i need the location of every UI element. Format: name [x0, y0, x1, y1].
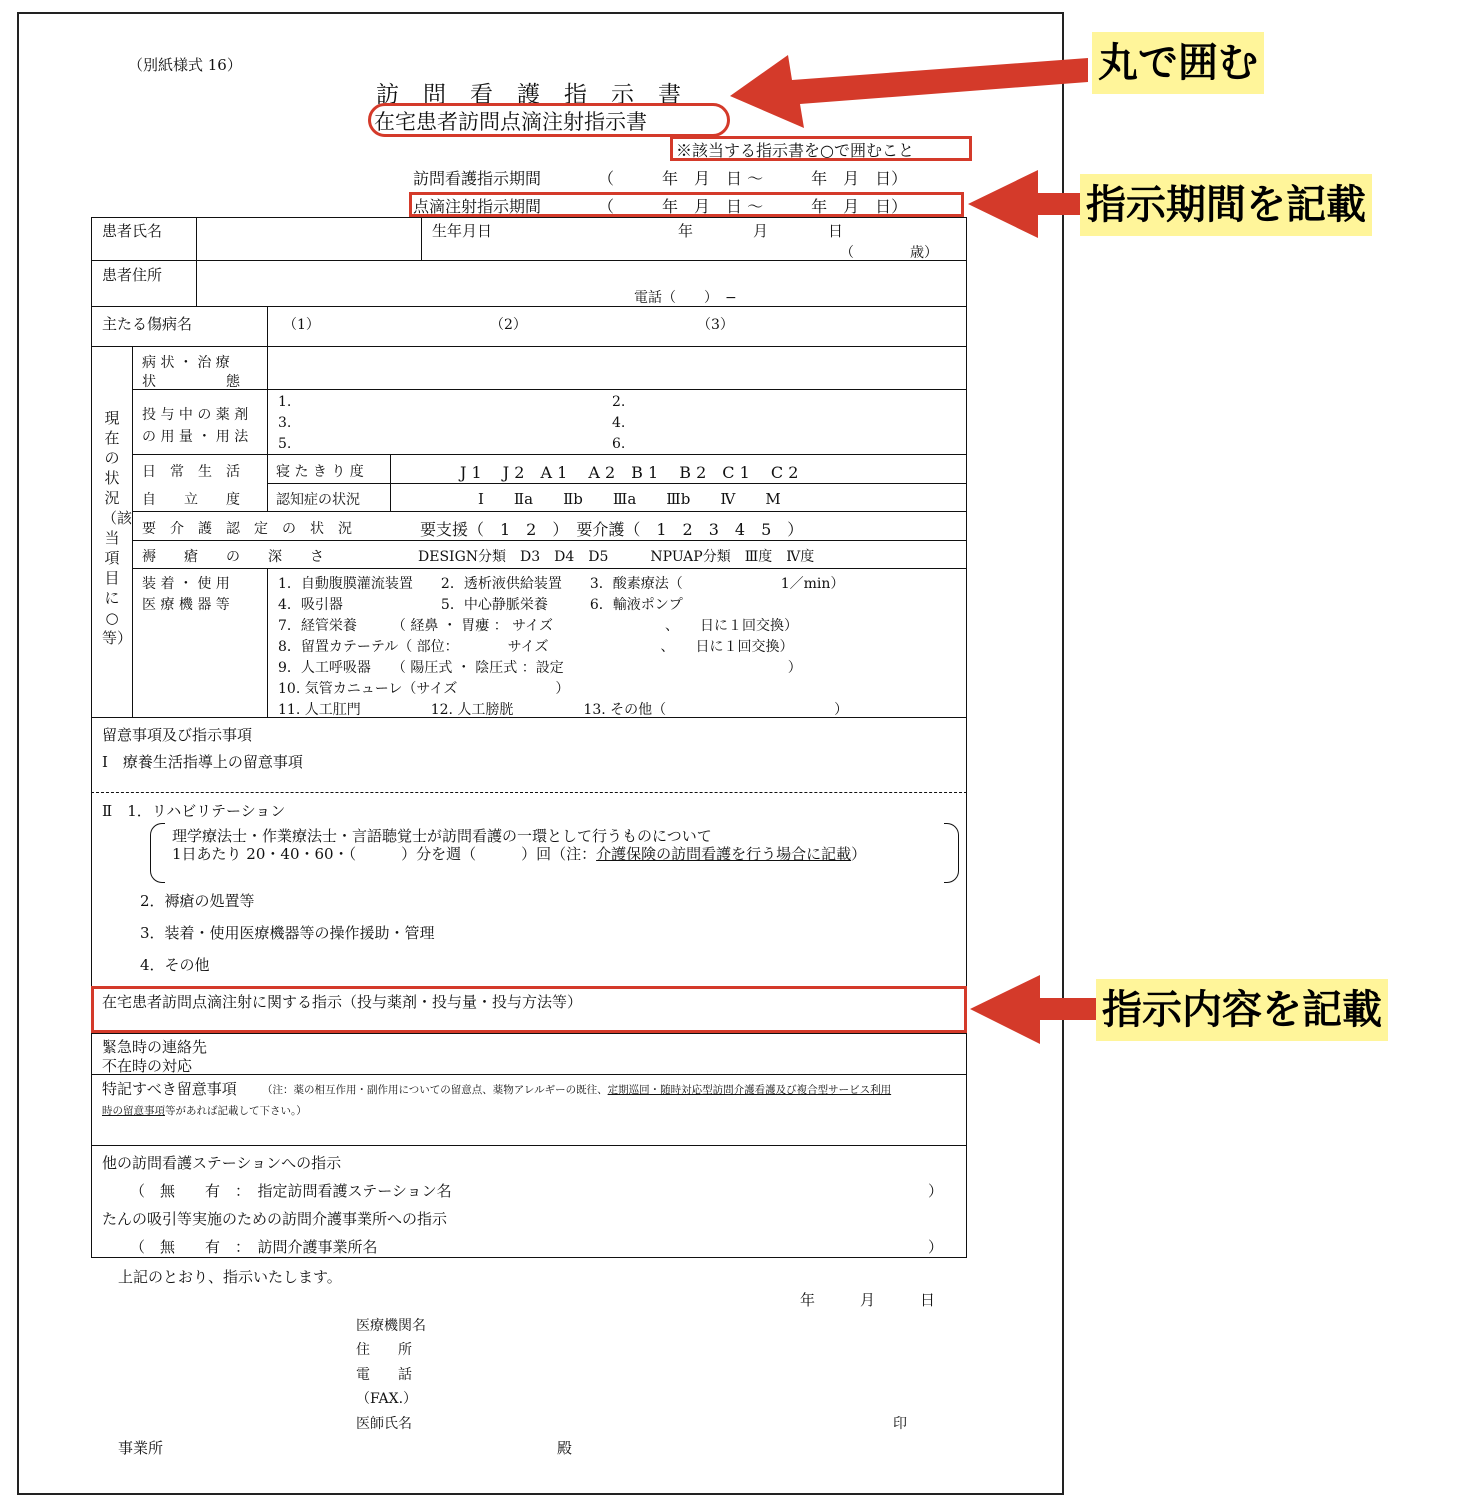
notes-item-2: 2．褥瘡の処置等 — [140, 892, 255, 910]
device-row-4: 8．留置カテーテル（ 部位： サイズ 、 日に１回交換） — [278, 639, 794, 655]
form-number: （別紙様式 16） — [128, 56, 242, 74]
device-row-6: 10. 気管カニューレ（サイズ ） — [278, 681, 570, 697]
circle-note: ※該当する指示書を○で囲むこと — [676, 141, 914, 160]
fax-label: （FAX.） — [356, 1391, 418, 1407]
closing-statement: 上記のとおり、指示いたします。 — [118, 1268, 342, 1286]
iv-instruction-label: 在宅患者訪問点滴注射に関する指示（投与薬剤・投与量・投与方法等） — [102, 993, 583, 1011]
condition-label-b: 状 態 — [142, 374, 240, 390]
institution-label: 医療機関名 — [356, 1318, 426, 1334]
address-label: 住 所 — [356, 1342, 412, 1358]
suction-close: ） — [928, 1238, 944, 1256]
med-5: 5. — [278, 436, 292, 452]
notes-section-II: Ⅱ 1．リハビリテーション — [102, 802, 286, 820]
notes-section-I: Ⅰ 療養生活指導上の留意事項 — [102, 753, 303, 771]
device-row-3: 7．経管栄養 （ 経鼻 ・ 胃瘻 ： サイズ 、 日に１回交換） — [278, 618, 799, 634]
med-2: 2. — [612, 394, 626, 410]
med-6: 6. — [612, 436, 626, 452]
tel-label: 電 話 — [356, 1367, 412, 1383]
device-row-5: 9．人工呼吸器 （ 陽圧式 ・ 陰圧式 ：設定 ） — [278, 660, 802, 676]
device-row-1: 1．自動腹膜灌流装置 2．透析液供給装置 3．酸素療法（ 1／min） — [278, 576, 845, 592]
notes-item-3: 3．装着・使用医療機器等の操作援助・管理 — [140, 924, 435, 942]
disease-1: （1） — [283, 317, 320, 333]
special-notes-title: 特記すべき留意事項 — [102, 1080, 237, 1098]
honorific: 殿 — [557, 1439, 573, 1457]
care-cert-label: 要 介 護 認 定 の 状 況 — [142, 521, 352, 537]
device-label-a: 装 着 ・ 使 用 — [142, 576, 230, 592]
rehab-line-2: 1日あたり 20・40・60・（ ）分を週（ ）回（注：介護保険の訪問看護を行う場合に記載） — [172, 845, 867, 863]
other-station-options: （ 無 有 ： 指定訪問看護ステーション名 — [130, 1182, 452, 1200]
med-3: 3. — [278, 415, 292, 431]
dementia-label: 認知症の状況 — [276, 492, 360, 508]
device-row-2: 4．吸引器 5．中心静脈栄養 6．輸液ポンプ — [278, 597, 683, 613]
care-cert-values: 要支援（ 1 2 ） 要介護（ 1 2 3 4 5 ） — [420, 520, 804, 539]
seal-mark: 印 — [893, 1416, 907, 1432]
med-1: 1. — [278, 394, 292, 410]
notes-item-4: 4．その他 — [140, 956, 210, 974]
nursing-period-value: （ 年 月 日 〜 年 月 日） — [598, 169, 908, 188]
form-title: 訪問看護指示書 — [376, 82, 705, 108]
current-status-vertical-label: 現在の状況（該当項目に○等） — [102, 409, 133, 647]
callout-period: 指示期間を記載 — [1080, 174, 1372, 236]
daily-living-label-b: 自 立 度 — [142, 492, 240, 508]
suction-options: （ 無 有 ： 訪問介護事業所名 — [130, 1238, 378, 1256]
dementia-values: Ⅰ Ⅱa Ⅱb Ⅲa Ⅲb Ⅳ M — [478, 490, 781, 508]
doctor-name-label: 医師氏名 — [356, 1416, 412, 1432]
bedridden-values: J 1 J 2 A 1 A 2 B 1 B 2 C 1 C 2 — [460, 463, 799, 482]
meds-label-b: の 用 量 ・ 用 法 — [142, 429, 249, 445]
nursing-period-label: 訪問看護指示期間 — [413, 169, 542, 188]
form-subtitle: 在宅患者訪問点滴注射指示書 — [374, 110, 647, 134]
device-row-7: 11. 人工肛門 12. 人工膀胱 13. その他（ ） — [278, 702, 849, 718]
condition-label-a: 病 状 ・ 治 療 — [142, 355, 230, 371]
suction-label: たんの吸引等実施のための訪問介護事業所への指示 — [102, 1210, 448, 1228]
age-field: （ 歳） — [840, 245, 938, 261]
disease-2: （2） — [490, 317, 527, 333]
special-notes-note-line1: （注：薬の相互作用・副作用についての留意点、薬物アレルギーの既往、定期巡回・随時対応型訪問介護看護及び複合型サービス利用 — [262, 1084, 892, 1096]
arrow-to-period — [968, 170, 1090, 238]
phone-field: 電話（ ） − — [634, 290, 737, 306]
callout-content: 指示内容を記載 — [1096, 979, 1388, 1041]
med-4: 4. — [612, 415, 626, 431]
arrow-to-subtitle — [730, 55, 1088, 128]
device-label-b: 医 療 機 器 等 — [142, 597, 230, 613]
disease-3: （3） — [697, 317, 734, 333]
iv-period-value: （ 年 月 日 〜 年 月 日） — [598, 197, 908, 216]
patient-name-label: 患者氏名 — [102, 222, 163, 240]
pressure-ulcer-label: 褥 瘡 の 深 さ — [142, 549, 324, 565]
rehab-line-1: 理学療法士・作業療法士・言語聴覚士が訪問看護の一環として行うものについて — [172, 827, 712, 845]
birthdate-label: 生年月日 — [432, 222, 493, 240]
iv-period-label: 点滴注射指示期間 — [413, 197, 542, 216]
pressure-ulcer-values: DESIGN分類 D3 D4 D5 NPUAP分類 Ⅲ度 Ⅳ度 — [418, 549, 815, 565]
emergency-contact-label: 緊急時の連絡先 — [102, 1038, 208, 1056]
birthdate-fields: 年 月 日 — [678, 222, 844, 240]
meds-label-a: 投 与 中 の 薬 剤 — [142, 407, 249, 423]
main-disease-label: 主たる傷病名 — [102, 315, 193, 333]
callout-circle: 丸で囲む — [1092, 32, 1264, 94]
absence-response-label: 不在時の対応 — [102, 1057, 193, 1075]
office-label: 事業所 — [118, 1439, 164, 1457]
patient-address-label: 患者住所 — [102, 266, 163, 284]
other-station-label: 他の訪問看護ステーションへの指示 — [102, 1154, 342, 1172]
notes-header: 留意事項及び指示事項 — [102, 726, 253, 744]
other-station-close: ） — [928, 1182, 944, 1200]
special-notes-note-line2: 時の留意事項等があれば記載して下さい。） — [102, 1105, 307, 1117]
daily-living-label-a: 日 常 生 活 — [142, 464, 240, 480]
issue-date: 年 月 日 — [800, 1291, 936, 1309]
bedridden-label: 寝 た き り 度 — [276, 464, 364, 480]
arrow-to-iv-instruction — [970, 975, 1096, 1044]
